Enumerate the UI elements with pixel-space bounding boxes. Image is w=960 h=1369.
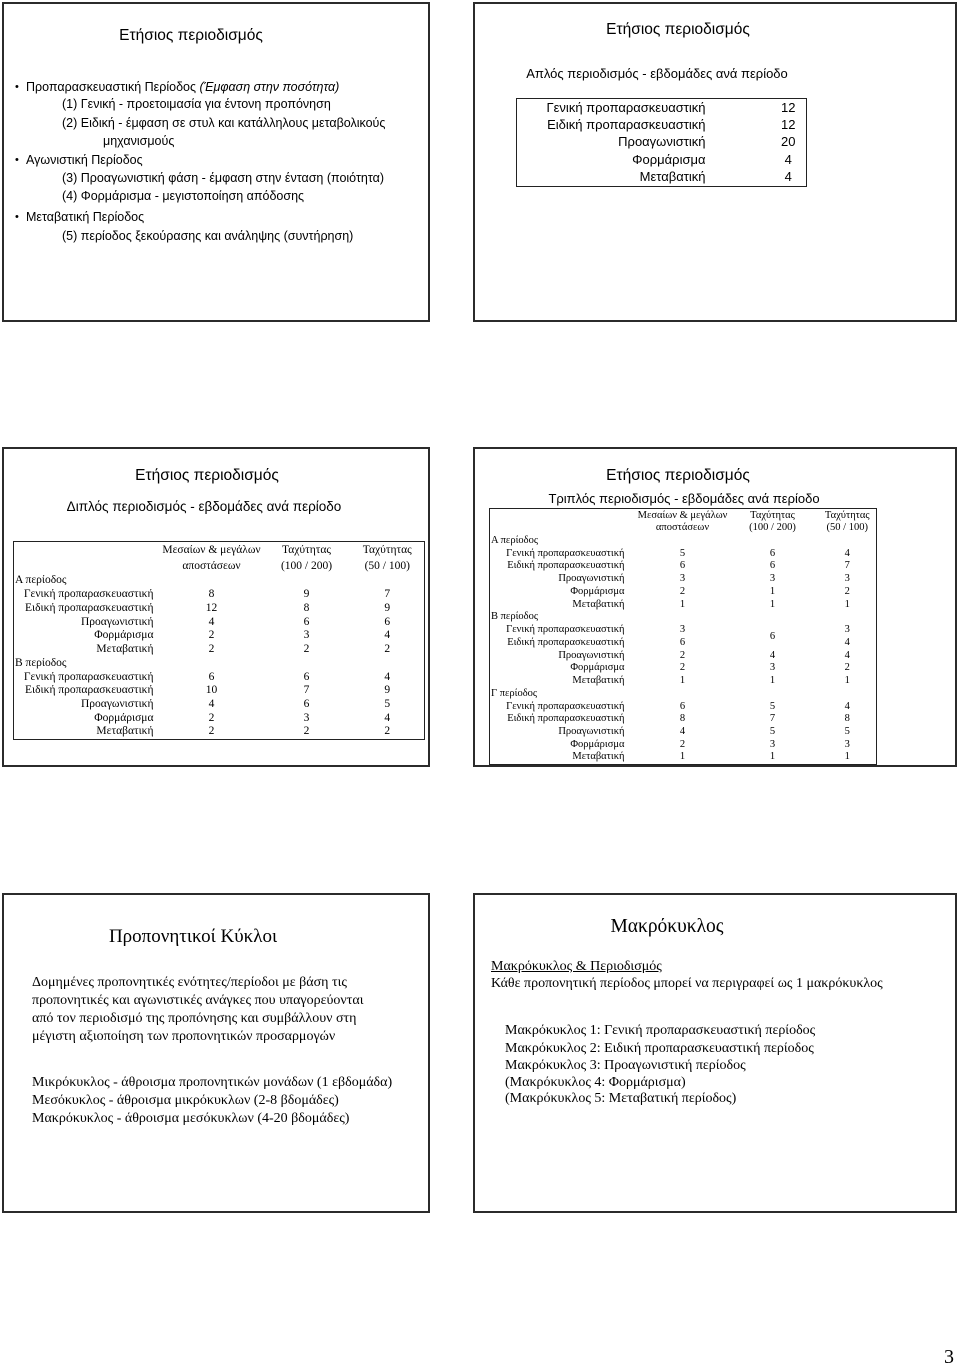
double-plan-table [13,541,425,740]
value-cell: 9 [384,684,391,697]
value-cell: 1 [769,598,776,610]
value-cell: 6 [769,630,776,642]
phase-cell: Ειδική προπαρασκευαστική [507,713,625,725]
value-cell: 1 [769,675,776,687]
slide-title: Προπονητικοί Κύκλοι [108,926,278,947]
value-cell: 3 [769,662,776,674]
weeks-cell: 12 [781,116,796,132]
value-cell: 2 [844,662,850,674]
value-cell: 5 [844,726,850,738]
value-cell: 4 [384,629,391,642]
bullet-label: Μεταβατική Περίοδος [26,210,145,224]
weeks-cell: 4 [784,169,792,185]
value-cell: 2 [208,643,215,656]
bullet-note: (Έμφαση στην ποσότητα) [199,80,340,94]
phase-cell: Γενική προπαρασκευαστική [506,547,625,559]
period-row [490,688,877,701]
phase-cell: Προαγωνιστική [558,573,625,585]
value-cell: 7 [844,560,850,572]
value-cell: 3 [769,573,776,585]
phase-cell: Προαγωνιστική [558,726,625,738]
statement-text: Κάθε προπονητική περίοδος μπορεί να περιγραφεί ως 1 μακρόκυκλος [491,976,883,991]
triple-plan-table [489,508,877,765]
value-cell: 3 [679,573,686,585]
value-cell: 5 [679,547,686,559]
column-header-line: (100 / 200) [749,521,796,533]
phase-cell: Προαγωνιστική [618,134,706,150]
value-cell: 2 [679,738,686,750]
slide-title: Ετήσιος περιοδισμός [606,21,750,38]
phase-cell: Ειδική προπαρασκευαστική [507,560,625,572]
section-heading: Μακρόκυκλος & Περιοδισμός [491,959,662,974]
value-cell: 1 [679,751,686,763]
column-header [631,509,735,535]
sub-item: (4) Φορμάρισμα - μεγιστοποίηση απόδοσης [62,189,305,203]
bullet-item-competitive [26,152,143,168]
bullet-label: Προπαρασκευαστική Περίοδος [26,80,197,94]
column-header-line: αποστάσεων [655,521,710,533]
bullet-item-transition [26,209,144,225]
value-cell: 3 [769,738,776,750]
sub-item: (1) Γενική - προετοιμασία για έντονη προπόνηση [62,97,331,111]
period-row [14,574,425,588]
table-row [490,598,877,611]
column-header-line: αποστάσεων [182,560,241,572]
value-cell: 6 [679,700,686,712]
value-cell: 6 [769,547,776,559]
table-row [490,624,877,637]
sub-item-continuation: μηχανισμούς [103,134,175,148]
table-row [517,99,807,117]
value-cell: 8 [679,713,686,725]
sub-item: (2) Ειδική - έμφαση σε στυλ και κατάλληλους μεταβολικούς [62,116,386,130]
value-cell: 4 [844,649,850,661]
value-cell: 3 [303,711,310,724]
value-cell: 3 [844,738,850,750]
table-row [517,169,807,187]
value-cell: 4 [844,636,850,648]
value-cell: 1 [769,751,776,763]
page-number: 3 [944,1346,954,1368]
header-blank-cell [14,542,161,575]
table-row [517,116,807,134]
phase-cell: Προαγωνιστική [558,649,625,661]
value-cell: 2 [208,711,215,724]
cycle-item-macro: Μακρόκυκλος - άθροισμα μεσόκυκλων (4-20 βδομάδες) [32,1111,350,1126]
phase-cell: Φορμάρισμα [570,662,625,674]
phase-cell: Μεταβατική [96,725,154,738]
period-name: Γ περίοδος [491,687,538,699]
value-cell: 6 [303,698,310,711]
phase-cell: Γενική προπαρασκευαστική [506,624,625,636]
value-cell: 6 [208,670,215,683]
value-cell: 1 [679,675,686,687]
table-row [14,670,425,684]
column-header-line: (50 / 100) [364,560,410,572]
phase-cell: Ειδική προπαρασκευαστική [25,601,154,614]
value-cell: 8 [303,601,310,614]
slide-simple-periodization [473,2,957,322]
phase-cell: Φορμάρισμα [570,738,625,750]
simple-plan-table [516,98,807,187]
value-cell: 3 [303,629,310,642]
value-cell: 4 [679,726,686,738]
period-name: Α περίοδος [15,574,67,587]
value-cell: 2 [303,643,310,656]
sub-item: (5) περίοδος ξεκούρασης και ανάληψης (συντήρηση) [62,229,354,243]
value-cell: 6 [303,670,310,683]
table-row [14,629,425,643]
table-row [490,700,877,713]
phase-cell: Γενική προπαρασκευαστική [23,588,154,601]
table-row [14,602,425,616]
table-row [490,573,877,586]
value-cell: 2 [384,643,391,656]
phase-cell: Μεταβατική [96,643,154,656]
macrocycle-item: (Μακρόκυκλος 4: Φορμάρισμα) [505,1075,686,1090]
bullet-label: Αγωνιστική Περίοδος [26,153,143,167]
table-row [490,675,877,688]
phase-cell: Ειδική προπαρασκευαστική [547,116,706,132]
phase-cell: Φορμάρισμα [632,152,706,168]
definition-line: Δομημένες προπονητικές ενότητες/περίοδοι με βάση τις [32,975,347,990]
table-row [517,151,807,169]
table-row [14,725,425,739]
table-row [490,662,877,675]
table-row [14,588,425,602]
value-cell: 6 [384,615,391,628]
column-header-line: Μεσαίων & μεγάλων [162,544,261,556]
value-cell: 2 [303,725,310,738]
value-cell: 7 [769,713,776,725]
table-row [14,684,425,698]
column-header [735,509,811,535]
value-cell: 1 [679,598,686,610]
value-cell: 6 [303,615,310,628]
table-header-row [14,542,425,575]
value-cell: 1 [844,598,850,610]
phase-cell: Ειδική προπαρασκευαστική [25,684,154,697]
value-cell: 2 [208,629,215,642]
period-name: Α περίοδος [491,534,539,546]
column-header-line: Ταχύτητας [750,509,795,521]
cycle-item-meso: Μεσόκυκλος - άθροισμα μικρόκυκλων (2-8 βδομάδες) [32,1093,339,1108]
period-name: Β περίοδος [491,611,539,623]
table-row [490,586,877,599]
weeks-cell: 12 [781,99,796,115]
slide-title: Ετήσιος περιοδισμός [606,467,750,484]
slide-title: Ετήσιος περιοδισμός [119,27,263,44]
table-row [490,649,877,662]
cycle-item-micro: Μικρόκυκλος - άθροισμα προπονητικών μονάδων (1 εβδομάδα) [32,1075,393,1090]
phase-cell: Ειδική προπαρασκευαστική [507,636,625,648]
value-cell: 2 [679,662,686,674]
table-row [490,751,877,764]
slide-training-cycles [2,893,430,1213]
phase-cell: Μεταβατική [572,598,625,610]
value-cell: 4 [208,698,215,711]
value-cell: 4 [384,711,391,724]
value-cell: 1 [844,751,850,763]
slide-annual-periodization-phases [2,2,430,322]
header-blank-cell [490,509,631,535]
table-row [490,547,877,560]
value-cell: 3 [844,573,850,585]
value-cell: 2 [208,725,215,738]
sub-item: (3) Προαγωνιστική φάση - έμφαση στην ένταση (ποιότητα) [62,171,384,185]
value-cell: 9 [384,601,391,614]
table-row [490,637,877,650]
period-row [14,657,425,671]
phase-cell: Γενική προπαρασκευαστική [506,700,625,712]
column-header-line: Ταχύτητας [362,544,412,556]
slide-subtitle: Διπλός περιοδισμός - εβδομάδες ανά περίοδο [66,498,342,514]
slide-subtitle: Απλός περιοδισμός - εβδομάδες ανά περίοδο [526,65,788,81]
definition-line: μέγιστη αξιοποίηση των προπονητικών προσαρμογών [32,1029,336,1044]
phase-cell: Μεταβατική [572,675,625,687]
value-cell: 5 [769,700,776,712]
value-cell: 7 [303,684,310,697]
phase-cell: Προαγωνιστική [81,615,154,628]
value-cell: 7 [384,588,391,601]
value-cell: 6 [769,560,776,572]
value-cell: 6 [679,560,686,572]
definition-line: από τον περιοδισμό της προπόνησης και συμβάλλουν στη [32,1011,357,1026]
value-cell: 5 [769,726,776,738]
phase-cell: Φορμάρισμα [94,629,154,642]
table-row [490,739,877,752]
phase-cell: Φορμάρισμα [94,711,154,724]
value-cell: 1 [769,585,776,597]
table-row [490,713,877,726]
period-row [490,535,877,548]
period-row [490,611,877,624]
phase-cell: Μεταβατική [572,751,625,763]
value-cell: 6 [679,636,686,648]
macrocycle-item: Μακρόκυκλος 3: Προαγωνιστική περίοδος [505,1058,746,1073]
slide-triple-periodization [473,447,957,767]
slide-title: Μακρόκυκλος [610,916,724,937]
value-cell: 3 [679,624,686,636]
weeks-cell: 4 [784,152,792,168]
column-header-line: Ταχύτητας [282,544,331,556]
slide-subtitle: Τριπλός περιοδισμός - εβδομάδες ανά περίοδο [548,490,820,506]
value-cell: 2 [679,585,686,597]
value-cell: 9 [303,588,310,601]
value-cell: 4 [844,700,850,712]
phase-cell: Φορμάρισμα [570,585,625,597]
column-header-line: Μεσαίων & μεγάλων [637,509,728,521]
column-header [161,542,263,575]
value-cell: 4 [769,649,776,661]
column-header [811,509,877,535]
value-cell: 4 [844,547,850,559]
value-cell: 4 [208,615,215,628]
value-cell: 3 [844,624,850,636]
table-row [14,698,425,712]
slide-double-periodization [2,447,430,767]
value-cell: 2 [384,725,391,738]
column-header [263,542,351,575]
phase-cell: Προαγωνιστική [81,698,154,711]
phase-cell: Γενική προπαρασκευαστική [23,670,154,683]
value-cell: 2 [844,585,850,597]
column-header-line: (50 / 100) [826,521,868,533]
value-cell: 8 [844,713,850,725]
value-cell: 12 [205,601,218,614]
slide-macrocycle [473,893,957,1213]
phase-cell: Μεταβατική [639,169,706,185]
phase-cell: Γενική προπαρασκευαστική [546,99,706,115]
value-cell: 10 [205,684,218,697]
table-row [490,726,877,739]
macrocycle-item: Μακρόκυκλος 2: Ειδική προπαρασκευαστική περίοδος [505,1041,814,1056]
value-cell: 4 [384,670,391,683]
column-header-line: (100 / 200) [280,560,333,572]
value-cell: 5 [384,698,391,711]
macrocycle-item: (Μακρόκυκλος 5: Μεταβατική περίοδος) [505,1091,737,1106]
table-row [14,643,425,657]
definition-line: προπονητικές και αγωνιστικές ανάγκες που υπαγορεύονται [32,993,364,1008]
table-header-row [490,509,877,535]
column-header [351,542,425,575]
value-cell: 8 [208,588,215,601]
weeks-cell: 20 [781,134,796,150]
bullet-item-preparatory [26,79,339,95]
value-cell: 1 [844,675,850,687]
column-header-line: Ταχύτητας [824,509,870,521]
macrocycle-item: Μακρόκυκλος 1: Γενική προπαρασκευαστική περίοδος [505,1023,816,1038]
value-cell: 2 [679,649,686,661]
table-row [14,615,425,629]
table-row [517,134,807,152]
period-name: Β περίοδος [15,656,67,669]
table-row [490,560,877,573]
slide-title: Ετήσιος περιοδισμός [135,467,279,484]
table-row [14,712,425,726]
